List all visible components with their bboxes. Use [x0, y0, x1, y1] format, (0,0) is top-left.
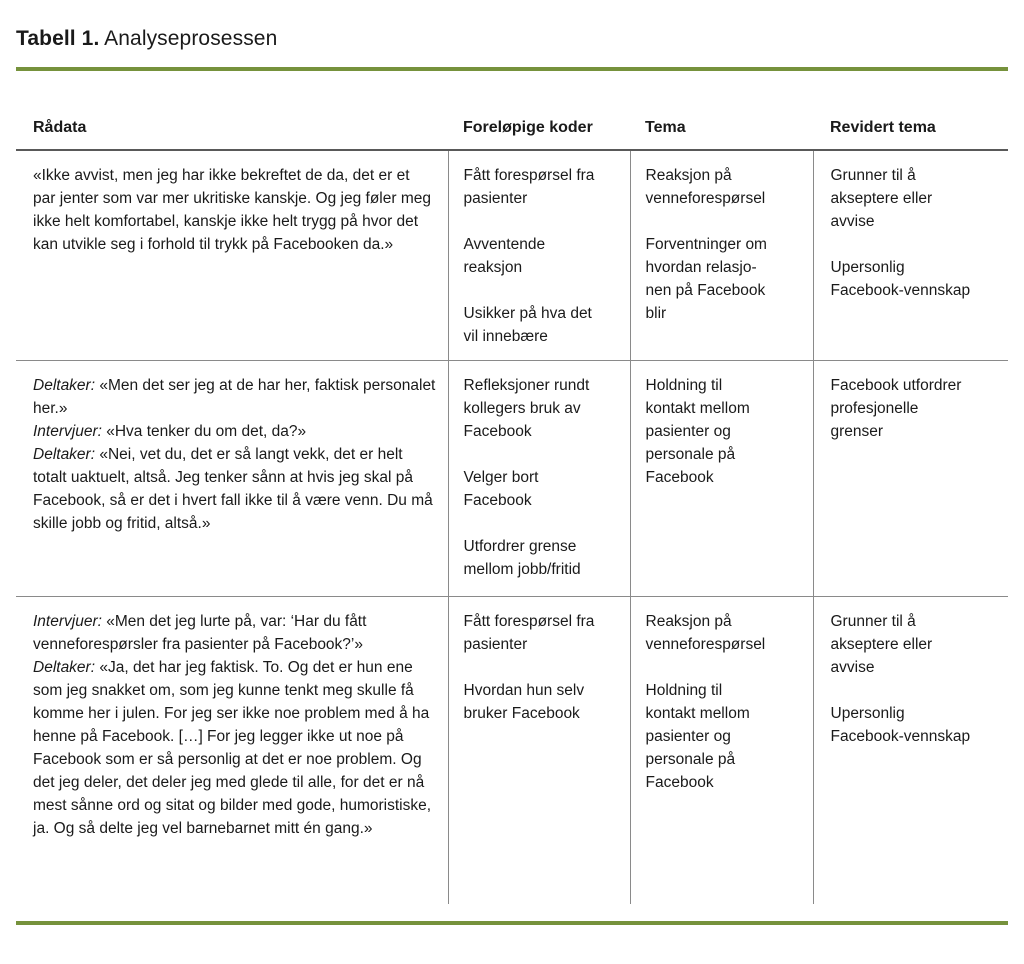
radata-cell — [16, 361, 448, 597]
text-run: «Ja, det har jeg faktisk. To. Og det er hun ene som jeg snakket om, som jeg kunne tenkt meg skulle få komme her i julen. For jeg ser ikke noe problem med å ha henne på Facebook. […] For jeg legger ikke ut noe på Facebook som er så personlig at det er noe problem. Og det jeg deler, det deler jeg med glede til alle, for det er nå mest sånne ord og sitat og bilder med gode, humoristiske, ja. Og så delte jeg vel barnebarnet mitt én gang.» — [33, 659, 432, 837]
revidert-cell: Grunner til å akseptere eller avvise Upersonlig Facebook-vennskap — [813, 150, 1008, 361]
text-run: Intervjuer: — [33, 613, 102, 630]
revidert-cell: Facebook utfordrer profesjonelle grenser — [813, 361, 1008, 597]
text-run: «Nei, vet du, det er så langt vekk, det er helt totalt uaktuelt, altså. Jeg tenker sånn at hvis jeg skal på Facebook, så er det i hvert fall ikke til å være venn. Du må skille jobb og fritid, altså.» — [33, 446, 433, 532]
text-run: «Men det ser jeg at de har her, faktisk personalet her.» — [33, 377, 436, 417]
top-accent-rule — [16, 67, 1008, 71]
revidert-cell: Grunner til å akseptere eller avvise Upersonlig Facebook-vennskap — [830, 613, 971, 745]
text-run: «Men det jeg lurte på, var: ‘Har du fått venneforespørsler fra pasienter på Facebook?’» — [33, 613, 367, 653]
text-run: Deltaker: — [33, 446, 96, 463]
text-run: Deltaker: — [33, 377, 96, 394]
text-run: Intervjuer: — [33, 423, 102, 440]
text-run: Deltaker: — [33, 659, 96, 676]
column-header-revidert: Revidert tema — [813, 119, 1008, 150]
table-row — [16, 597, 1008, 904]
table-row — [16, 361, 1008, 597]
koder-cell: Refleksjoner rundt kollegers bruk av Facebook Velger bort Facebook Utfordrer grense mellom jobb/fritid — [448, 361, 630, 597]
radata-cell — [16, 150, 448, 361]
table-title — [16, 0, 1008, 52]
table-title-text: Analyseprosessen — [99, 27, 278, 50]
bottom-accent-rule — [16, 921, 1008, 925]
text-run: «Ikke avvist, men jeg har ikke bekreftet de da, det er et par jenter som var mer ukritiske kanskje. Og jeg føler meg ikke helt komfortabel, kanskje ikke helt trygg på hvor det kan utvikle seg i forhold til trykk på Facebooken da.» — [33, 167, 431, 253]
table-row — [16, 150, 1008, 361]
header-row — [16, 119, 1008, 150]
column-header-tema: Tema — [630, 119, 813, 150]
table-title-label: Tabell 1. — [16, 27, 100, 50]
tema-cell: Reaksjon på venneforespørsel Holdning til kontakt mellom pasienter og personale på Facebook — [630, 597, 813, 904]
column-header-koder: Foreløpige koder — [448, 119, 630, 150]
text-run: «Hva tenker du om det, da?» — [106, 423, 307, 440]
koder-cell: Fått forespørsel fra pasienter Hvordan hun selv bruker Facebook — [448, 597, 630, 904]
column-header-radata: Rådata — [16, 119, 448, 150]
radata-cell — [16, 597, 448, 904]
analysis-table — [16, 119, 1008, 904]
tema-cell: Holdning til kontakt mellom pasienter og personale på Facebook — [630, 361, 813, 597]
tema-cell: Reaksjon på venneforespørsel Forventninger om hvordan relasjo- nen på Facebook blir — [630, 150, 813, 361]
koder-cell: Fått forespørsel fra pasienter Avventende reaksjon Usikker på hva det vil innebære — [448, 150, 630, 361]
